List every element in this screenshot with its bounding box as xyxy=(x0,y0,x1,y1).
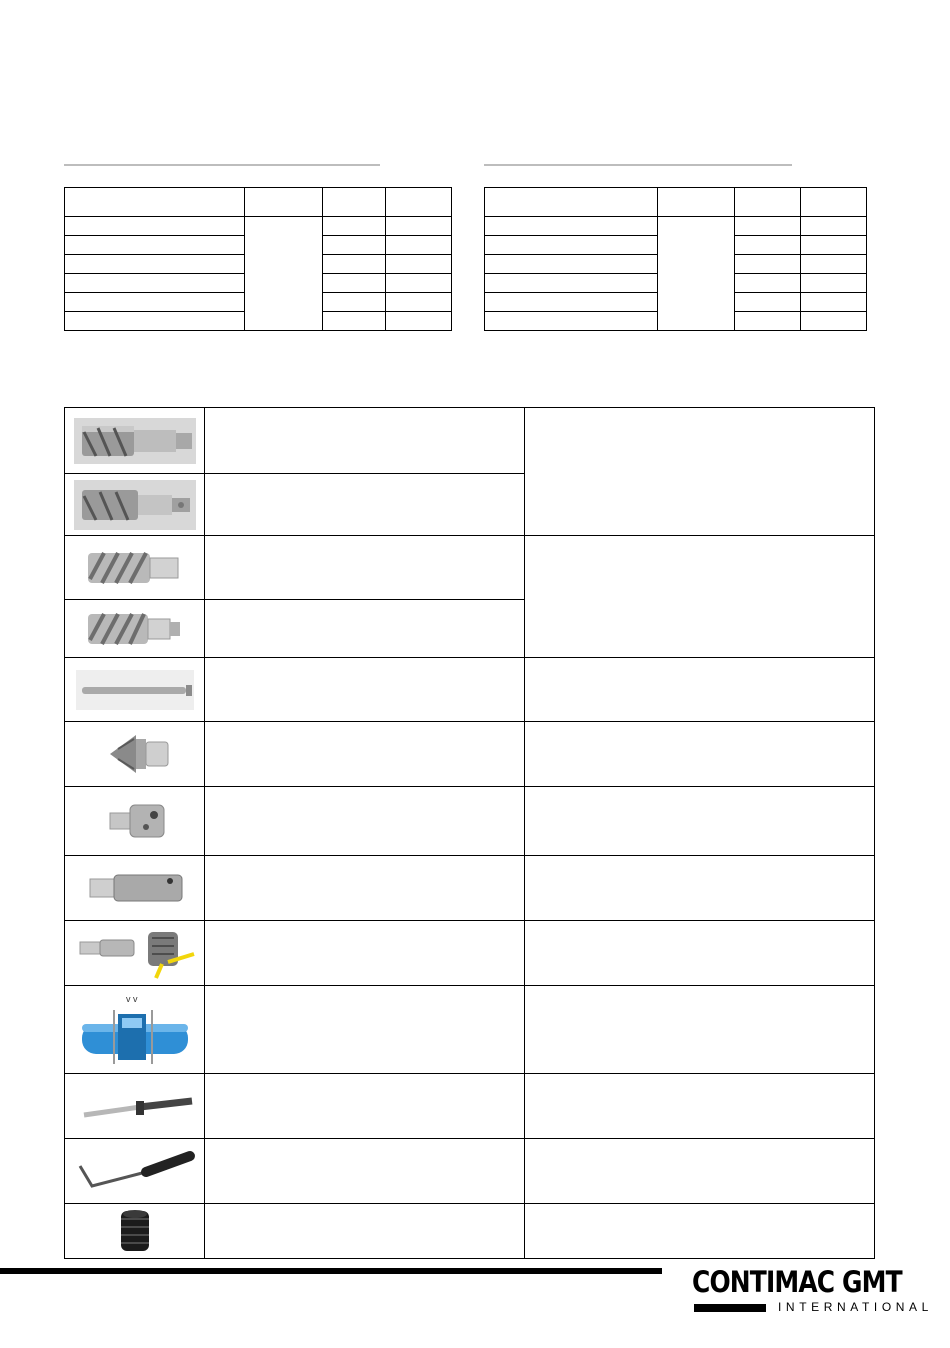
notes-cell xyxy=(525,1139,875,1204)
table-cell xyxy=(323,217,386,236)
product-image-cell xyxy=(65,1139,205,1204)
description-cell xyxy=(205,1204,525,1259)
description-cell xyxy=(205,722,525,787)
pilot-pin-icon xyxy=(70,662,200,718)
brand-name: CONTIMAC GMT xyxy=(692,1265,902,1299)
table-header-row xyxy=(485,188,867,217)
svg-text:v v: v v xyxy=(125,993,138,1004)
section-rule-right xyxy=(484,164,792,166)
notes-cell xyxy=(525,658,875,722)
product-image-cell xyxy=(65,787,205,856)
table-cell xyxy=(323,236,386,255)
tct-annular-cutter-weldon-icon xyxy=(70,412,200,470)
table-cell xyxy=(65,274,245,293)
header-cell xyxy=(386,188,452,217)
drift-key-icon xyxy=(70,1077,200,1135)
logo-bar xyxy=(694,1304,766,1312)
adaptor-icon xyxy=(70,791,200,851)
table-row xyxy=(65,217,452,236)
cleaning-hook-icon xyxy=(70,1142,200,1200)
header-cell xyxy=(658,188,735,217)
accessories-table xyxy=(64,407,875,1259)
table-cell xyxy=(485,255,658,274)
table-cell xyxy=(323,274,386,293)
table-cell xyxy=(485,217,658,236)
product-image-cell xyxy=(65,408,205,474)
table-cell xyxy=(801,293,867,312)
table-header-row xyxy=(65,188,452,217)
description-cell xyxy=(205,408,525,474)
grub-screw-icon xyxy=(70,1205,200,1257)
table-row xyxy=(65,1204,875,1259)
table-row xyxy=(65,408,875,474)
table-cell xyxy=(735,274,801,293)
header-cell xyxy=(801,188,867,217)
header-cell xyxy=(323,188,386,217)
notes-cell xyxy=(525,986,875,1074)
spec-table-right xyxy=(484,187,867,331)
table-cell xyxy=(323,312,386,331)
description-cell xyxy=(205,600,525,658)
table-cell xyxy=(735,312,801,331)
product-image-cell xyxy=(65,921,205,986)
table-cell xyxy=(801,274,867,293)
table-row xyxy=(65,536,875,600)
table-cell xyxy=(386,312,452,331)
table-cell xyxy=(801,217,867,236)
notes-cell xyxy=(525,408,875,536)
table-row xyxy=(65,856,875,921)
description-cell xyxy=(205,1139,525,1204)
notes-cell xyxy=(525,1074,875,1139)
table-cell xyxy=(485,274,658,293)
table-cell xyxy=(735,293,801,312)
table-row xyxy=(65,658,875,722)
table-cell xyxy=(735,217,801,236)
table-cell xyxy=(735,255,801,274)
section-rule-left xyxy=(64,164,380,166)
table-cell xyxy=(65,312,245,331)
product-image-cell xyxy=(65,474,205,536)
table-cell xyxy=(386,255,452,274)
product-image-cell xyxy=(65,600,205,658)
description-cell xyxy=(205,921,525,986)
table-row xyxy=(485,217,867,236)
brand-logo xyxy=(692,1265,933,1316)
product-image-cell xyxy=(65,856,205,921)
description-cell xyxy=(205,787,525,856)
description-cell xyxy=(205,658,525,722)
notes-cell xyxy=(525,787,875,856)
table-row xyxy=(65,1074,875,1139)
notes-cell xyxy=(525,921,875,986)
table-cell xyxy=(65,236,245,255)
drill-chuck-adaptor-icon xyxy=(70,924,200,982)
table-row xyxy=(65,722,875,787)
description-cell xyxy=(205,474,525,536)
brand-tagline: INTERNATIONAL xyxy=(778,1300,933,1314)
description-cell xyxy=(205,986,525,1074)
table-row xyxy=(65,986,875,1074)
countersink-icon xyxy=(70,725,200,783)
table-cell xyxy=(386,293,452,312)
table-cell xyxy=(65,217,245,236)
header-cell xyxy=(485,188,658,217)
table-row xyxy=(65,787,875,856)
extension-icon xyxy=(70,859,200,917)
table-cell xyxy=(485,312,658,331)
header-cell xyxy=(735,188,801,217)
table-cell xyxy=(801,312,867,331)
pipe-drilling-device-icon xyxy=(70,988,200,1072)
table-cell xyxy=(386,236,452,255)
table-cell xyxy=(485,293,658,312)
table-cell xyxy=(323,255,386,274)
table-row xyxy=(65,921,875,986)
hss-annular-cutter-weldon-icon xyxy=(70,539,200,597)
product-image-cell xyxy=(65,536,205,600)
notes-cell xyxy=(525,722,875,787)
notes-cell xyxy=(525,856,875,921)
product-image-cell xyxy=(65,1074,205,1139)
product-image-cell xyxy=(65,1204,205,1259)
table-cell xyxy=(801,236,867,255)
product-image-cell xyxy=(65,658,205,722)
header-cell xyxy=(245,188,323,217)
table-cell xyxy=(735,236,801,255)
table-cell xyxy=(386,274,452,293)
table-cell xyxy=(323,293,386,312)
merged-cell xyxy=(658,217,735,331)
table-cell xyxy=(65,255,245,274)
table-cell xyxy=(485,236,658,255)
product-image-cell xyxy=(65,722,205,787)
notes-cell xyxy=(525,536,875,658)
table-cell xyxy=(386,217,452,236)
spec-table-left xyxy=(64,187,452,331)
tct-annular-cutter-universal-icon xyxy=(70,476,200,534)
hss-annular-cutter-universal-icon xyxy=(70,602,200,656)
notes-cell xyxy=(525,1204,875,1259)
merged-cell xyxy=(245,217,323,331)
table-row xyxy=(65,1139,875,1204)
description-cell xyxy=(205,856,525,921)
description-cell xyxy=(205,1074,525,1139)
table-cell xyxy=(801,255,867,274)
footer-bar xyxy=(0,1268,662,1274)
description-cell xyxy=(205,536,525,600)
table-cell xyxy=(65,293,245,312)
header-cell xyxy=(65,188,245,217)
product-image-cell xyxy=(65,986,205,1074)
